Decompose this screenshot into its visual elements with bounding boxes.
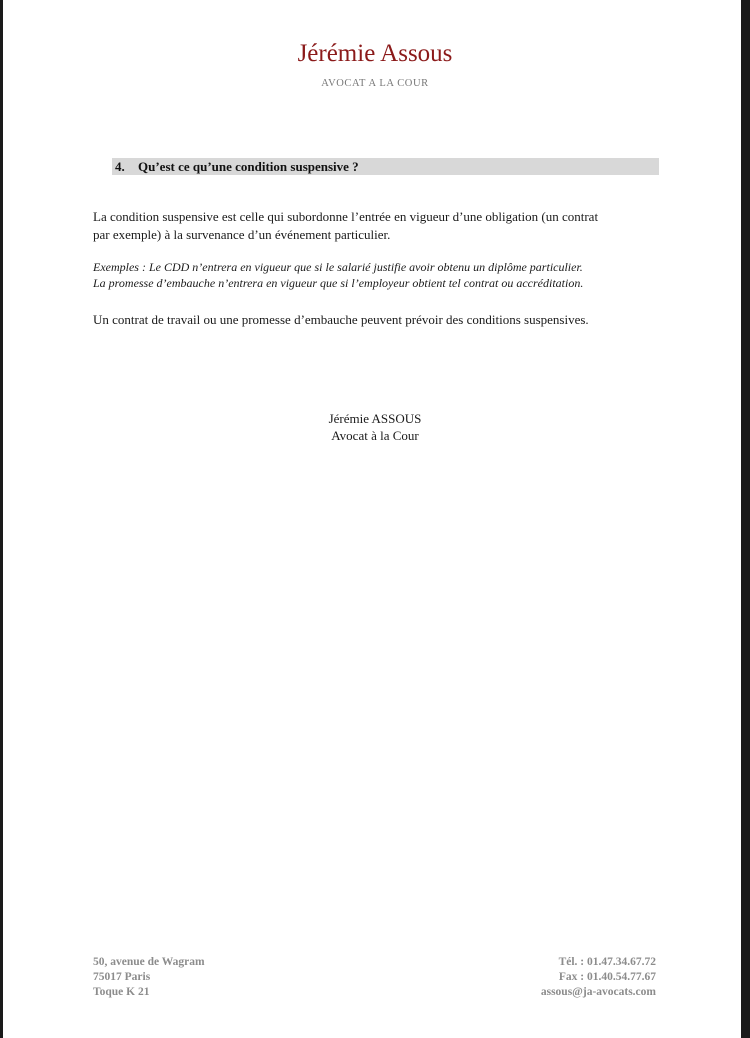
definition-paragraph: [93, 208, 673, 244]
paragraph-line: La condition suspensive est celle qui subordonne l’entrée en vigueur d’une obligation (un contrat: [93, 209, 599, 224]
fax-line: Fax : 01.40.54.77.67: [558, 971, 656, 983]
signature-name: Jérémie ASSOUS: [328, 411, 422, 426]
letterhead-subtitle: AVOCAT A LA COUR: [321, 78, 429, 89]
address-line: Toque K 21: [93, 986, 150, 998]
footer-contact: [541, 955, 656, 1000]
paragraph-line: par exemple) à la survenance d’un événement particulier.: [93, 227, 391, 242]
footer-address: [93, 955, 205, 1000]
examples-paragraph: [93, 259, 673, 291]
page-edge-left: [0, 0, 3, 1038]
page-edge-right: [741, 0, 750, 1038]
section-title: Qu’est ce qu’une condition suspensive ?: [138, 159, 359, 174]
signature-title: Avocat à la Cour: [331, 428, 419, 443]
address-line: 50, avenue de Wagram: [93, 956, 205, 968]
address-line: 75017 Paris: [93, 971, 151, 983]
section-heading: [112, 158, 659, 175]
signature-block: [0, 410, 750, 444]
phone-line: Tél. : 01.47.34.67.72: [558, 956, 656, 968]
conclusion-paragraph: Un contrat de travail ou une promesse d’embauche peuvent prévoir des conditions suspensives.: [93, 312, 589, 327]
example-line: Exemples : Le CDD n’entrera en vigueur que si le salarié justifie avoir obtenu un diplôme particulier.: [93, 260, 583, 274]
section-number: 4.: [115, 159, 125, 174]
email-line: assous@ja-avocats.com: [540, 986, 656, 998]
letterhead-name: Jérémie Assous: [297, 40, 453, 67]
example-line: La promesse d’embauche n’entrera en vigueur que si l’employeur obtient tel contrat ou accréditation.: [93, 276, 584, 290]
